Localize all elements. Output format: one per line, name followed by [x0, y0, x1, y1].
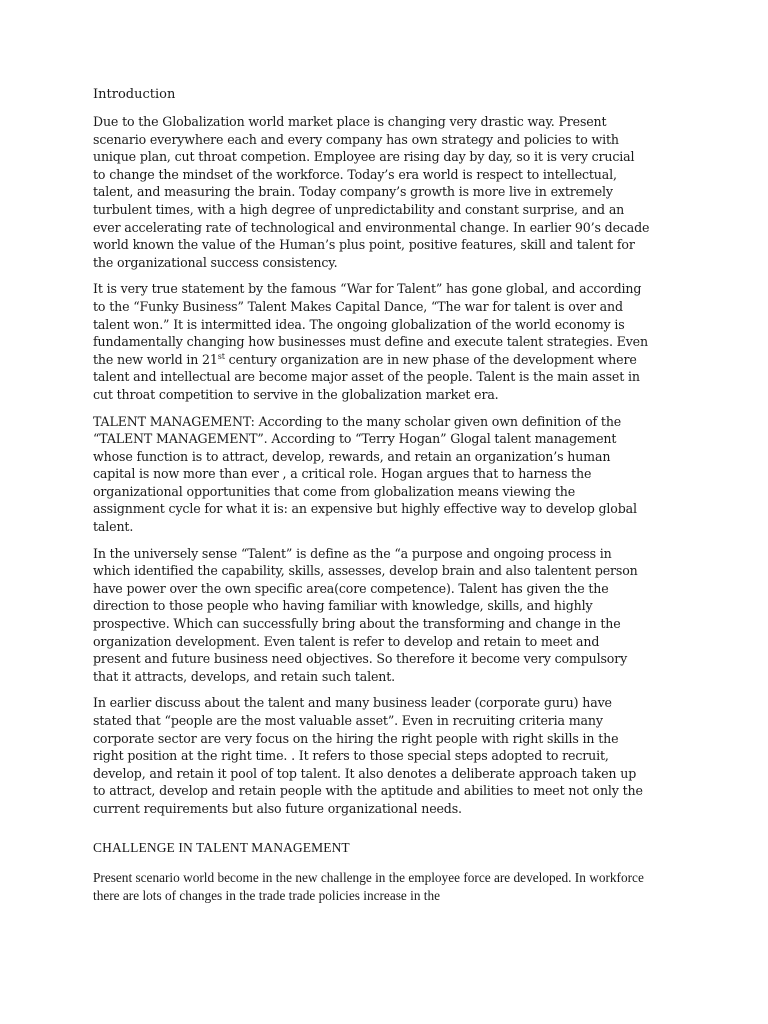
challenge-section-heading: CHALLENGE IN TALENT MANAGEMENT: [93, 839, 350, 855]
paragraph-war-for-talent-part2: century organization are in new phase of the development where talent and intellectual are become major asset of the people. Talent is the main asset in cut throat competition to servive in the globalization market era.: [93, 351, 640, 402]
paragraph-challenge: Present scenario world become in the new challenge in the employee force are developed. In workforce there are lots of changes in the trade trade policies increase in the: [93, 869, 644, 904]
document-page: [93, 86, 650, 906]
paragraph-globalization: Due to the Globalization world market place is changing very drastic way. Present scenario everywhere each and every company has own strategy and policies to with unique plan, cut throat competion. Employee are rising day by day, so it is very crucial to change the mindset of the workforce. Today’s era world is respect to intellectual, talent, and measuring the brain. Today company’s growth is more live in extremely turbulent times, with a high degree of unpredictability and constant surprise, and an ever accelerating rate of technological and environmental change. In earlier 90’s decade world known the value of the Human’s plus point, positive features, skill and talent for the organizational success consistency.: [93, 114, 650, 270]
paragraph-business-leaders: In earlier discuss about the talent and many business leader (corporate guru) have stated that “people are the most valuable asset”. Even in recruiting criteria many corporate sector are very focus on the hiring the right people with right skills in the right position at the right time. . It refers to those special steps adopted to recruit, develop, and retain it pool of top talent. It also denotes a deliberate approach taken up to attract, develop and retain people with the aptitude and abilities to meet not only the current requirements but also future organizational needs.: [93, 695, 643, 816]
paragraph-talent-management-definition: TALENT MANAGEMENT: According to the many scholar given own definition of the “TALENT MANAGEMENT”. According to “Terry Hogan” Glogal talent management whose function is to attract, develop, rewards, and retain an organization’s human capital is now more than ever , a critical role. Hogan argues that to harness the organizational opportunities that come from globalization means viewing the assignment cycle for what it is: an expensive but highly effective way to develop global talent.: [93, 413, 637, 535]
introduction-heading: Introduction: [93, 87, 176, 102]
paragraph-talent-universal-sense: In the universely sense “Talent” is define as the “a purpose and ongoing process in which identified the capability, skills, assesses, develop brain and also talentent person have power over the own specific area(core competence). Talent has given the the direction to those people who having familiar with knowledge, skills, and highly prospective. Which can successfully bring about the transforming and change in the organization development. Even talent is refer to develop and retain to meet and present and future business need objectives. So therefore it become very compulsory that it attracts, develops, and retain such talent.: [93, 545, 638, 684]
superscript-st: st: [217, 351, 225, 361]
paragraph-war-for-talent: [93, 280, 650, 403]
paragraph-war-for-talent-part1: It is very true statement by the famous “War for Talent” has gone global, and according to the “Funky Business” Talent Makes Capital Dance, “The war for talent is over and talent won.” It is intermitted idea. The ongoing globalization of the world economy is fundamentally changing how businesses must define and execute talent strategies. Even the new world in 21: [93, 281, 648, 367]
